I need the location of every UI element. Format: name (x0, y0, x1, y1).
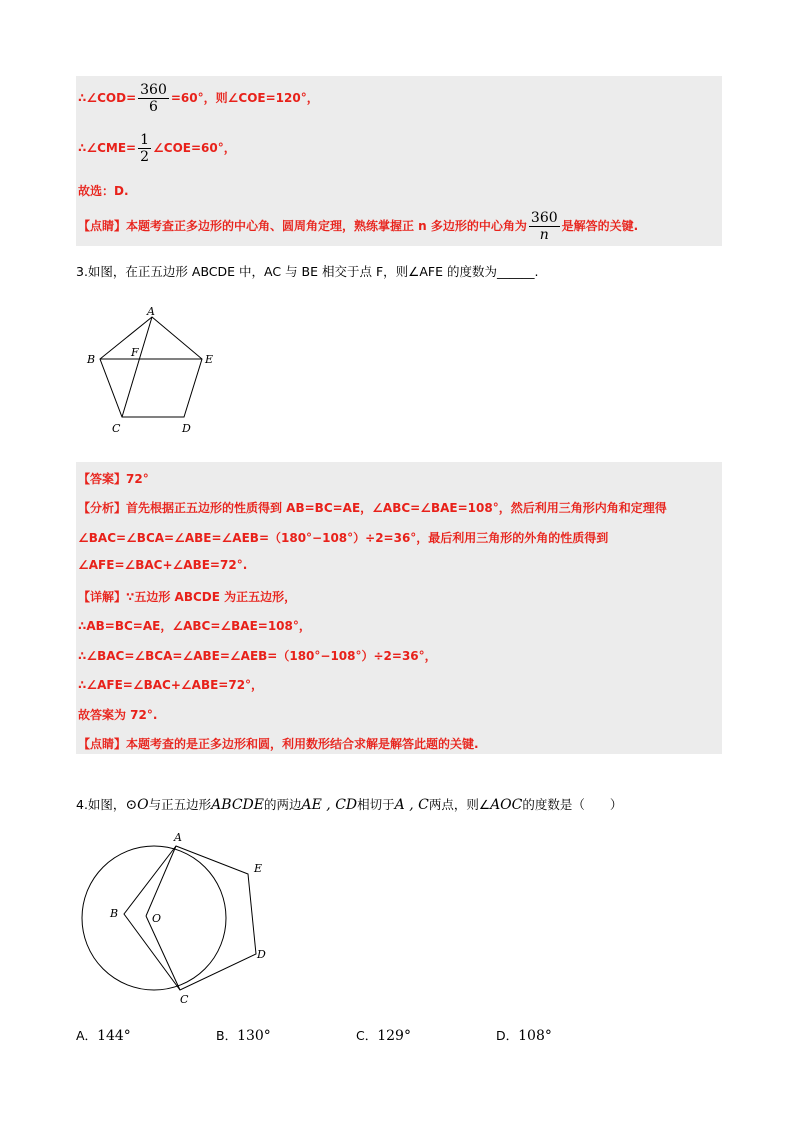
detail-line-2: ∴AB=BC=AE，∠ABC=∠BAE=108°， (78, 619, 311, 633)
circle-symbol: ⊙ (125, 797, 138, 813)
option-a[interactable]: A．144° (76, 1028, 131, 1044)
pentagon-abcde (124, 846, 256, 990)
analysis-line-1: 【分析】首先根据正五边形的性质得到 AB=BC=AE，∠ABC=∠BAE=108°，然后利用三角形内角和定理得 (78, 501, 667, 515)
segment-oc (146, 916, 180, 990)
fraction-1-2: $\frac{1}{2}$ (140, 132, 150, 165)
segment-ao (146, 846, 176, 916)
option-d[interactable]: D．108° (496, 1028, 552, 1044)
label-e: E (254, 862, 263, 875)
label-d: D (182, 422, 191, 435)
detail-line-4: ∴∠AFE=∠BAC+∠ABE=72°， (78, 678, 264, 692)
solution-line-1: ∴∠COD= $\frac{360}{6}$ =60°，则∠COE=120°， (78, 82, 319, 115)
fraction-360-n: $\frac{360}{n}$ (530, 210, 558, 243)
option-b[interactable]: B．130° (216, 1028, 271, 1044)
label-c: C (180, 993, 189, 1006)
answer-line: 【答案】72° (78, 472, 149, 486)
label-o: O (152, 912, 162, 925)
label-a: A (147, 306, 155, 318)
detail-line-3: ∴∠BAC=∠BCA=∠ABE=∠AEB=（180°−108°）÷2=36°， (78, 649, 437, 663)
label-e: E (205, 353, 214, 366)
label-d: D (257, 948, 266, 961)
figure-pentagon-q3 (84, 306, 224, 438)
analysis-line-3: ∠AFE=∠BAC+∠ABE=72°. (78, 558, 248, 572)
solution-box-q2 (76, 76, 722, 246)
label-f: F (131, 346, 139, 359)
detail-line-1: 【详解】∵五边形 ABCDE 为正五边形， (78, 590, 297, 604)
solution-line-3: 故选：D. (78, 184, 129, 198)
analysis-line-2: ∠BAC=∠BCA=∠ABE=∠AEB=（180°−108°）÷2=36°，最后利用三角形的外角的性质得到 (78, 531, 609, 545)
fraction-360-6: $\frac{360}{6}$ (140, 82, 167, 115)
solution-box-q3 (76, 462, 722, 754)
question-4-text: 4.如图，⊙O与正五边形ABCDE的两边AE , CD相切于A , C两点，则∠AOC的度数是（ ） (76, 797, 623, 813)
detail-line-5: 故答案为 72°. (78, 708, 158, 722)
comment-line: 【点睛】本题考查的是正多边形和圆，利用数形结合求解是解答此题的关键. (78, 737, 479, 751)
solution-comment: 【点睛】本题考查正多边形的中心角、圆周角定理，熟练掌握正 n 多边形的中心角为 $\frac{360}{n}$ 是解答的关键. (78, 210, 639, 243)
figure-circle-pentagon-q4 (80, 826, 280, 1008)
label-b: B (110, 907, 119, 920)
question-3-text: 3.如图，在正五边形 ABCDE 中，AC 与 BE 相交于点 F，则∠AFE 的度数为______. (76, 264, 539, 279)
label-c: C (112, 422, 121, 435)
solution-line-2: ∴∠CME= $\frac{1}{2}$ ∠COE=60°， (78, 132, 236, 165)
pentagon-abcde (100, 317, 202, 417)
segment-ac (122, 317, 152, 417)
label-b: B (87, 353, 96, 366)
label-a: A (174, 831, 182, 844)
option-c[interactable]: C．129° (356, 1028, 411, 1044)
